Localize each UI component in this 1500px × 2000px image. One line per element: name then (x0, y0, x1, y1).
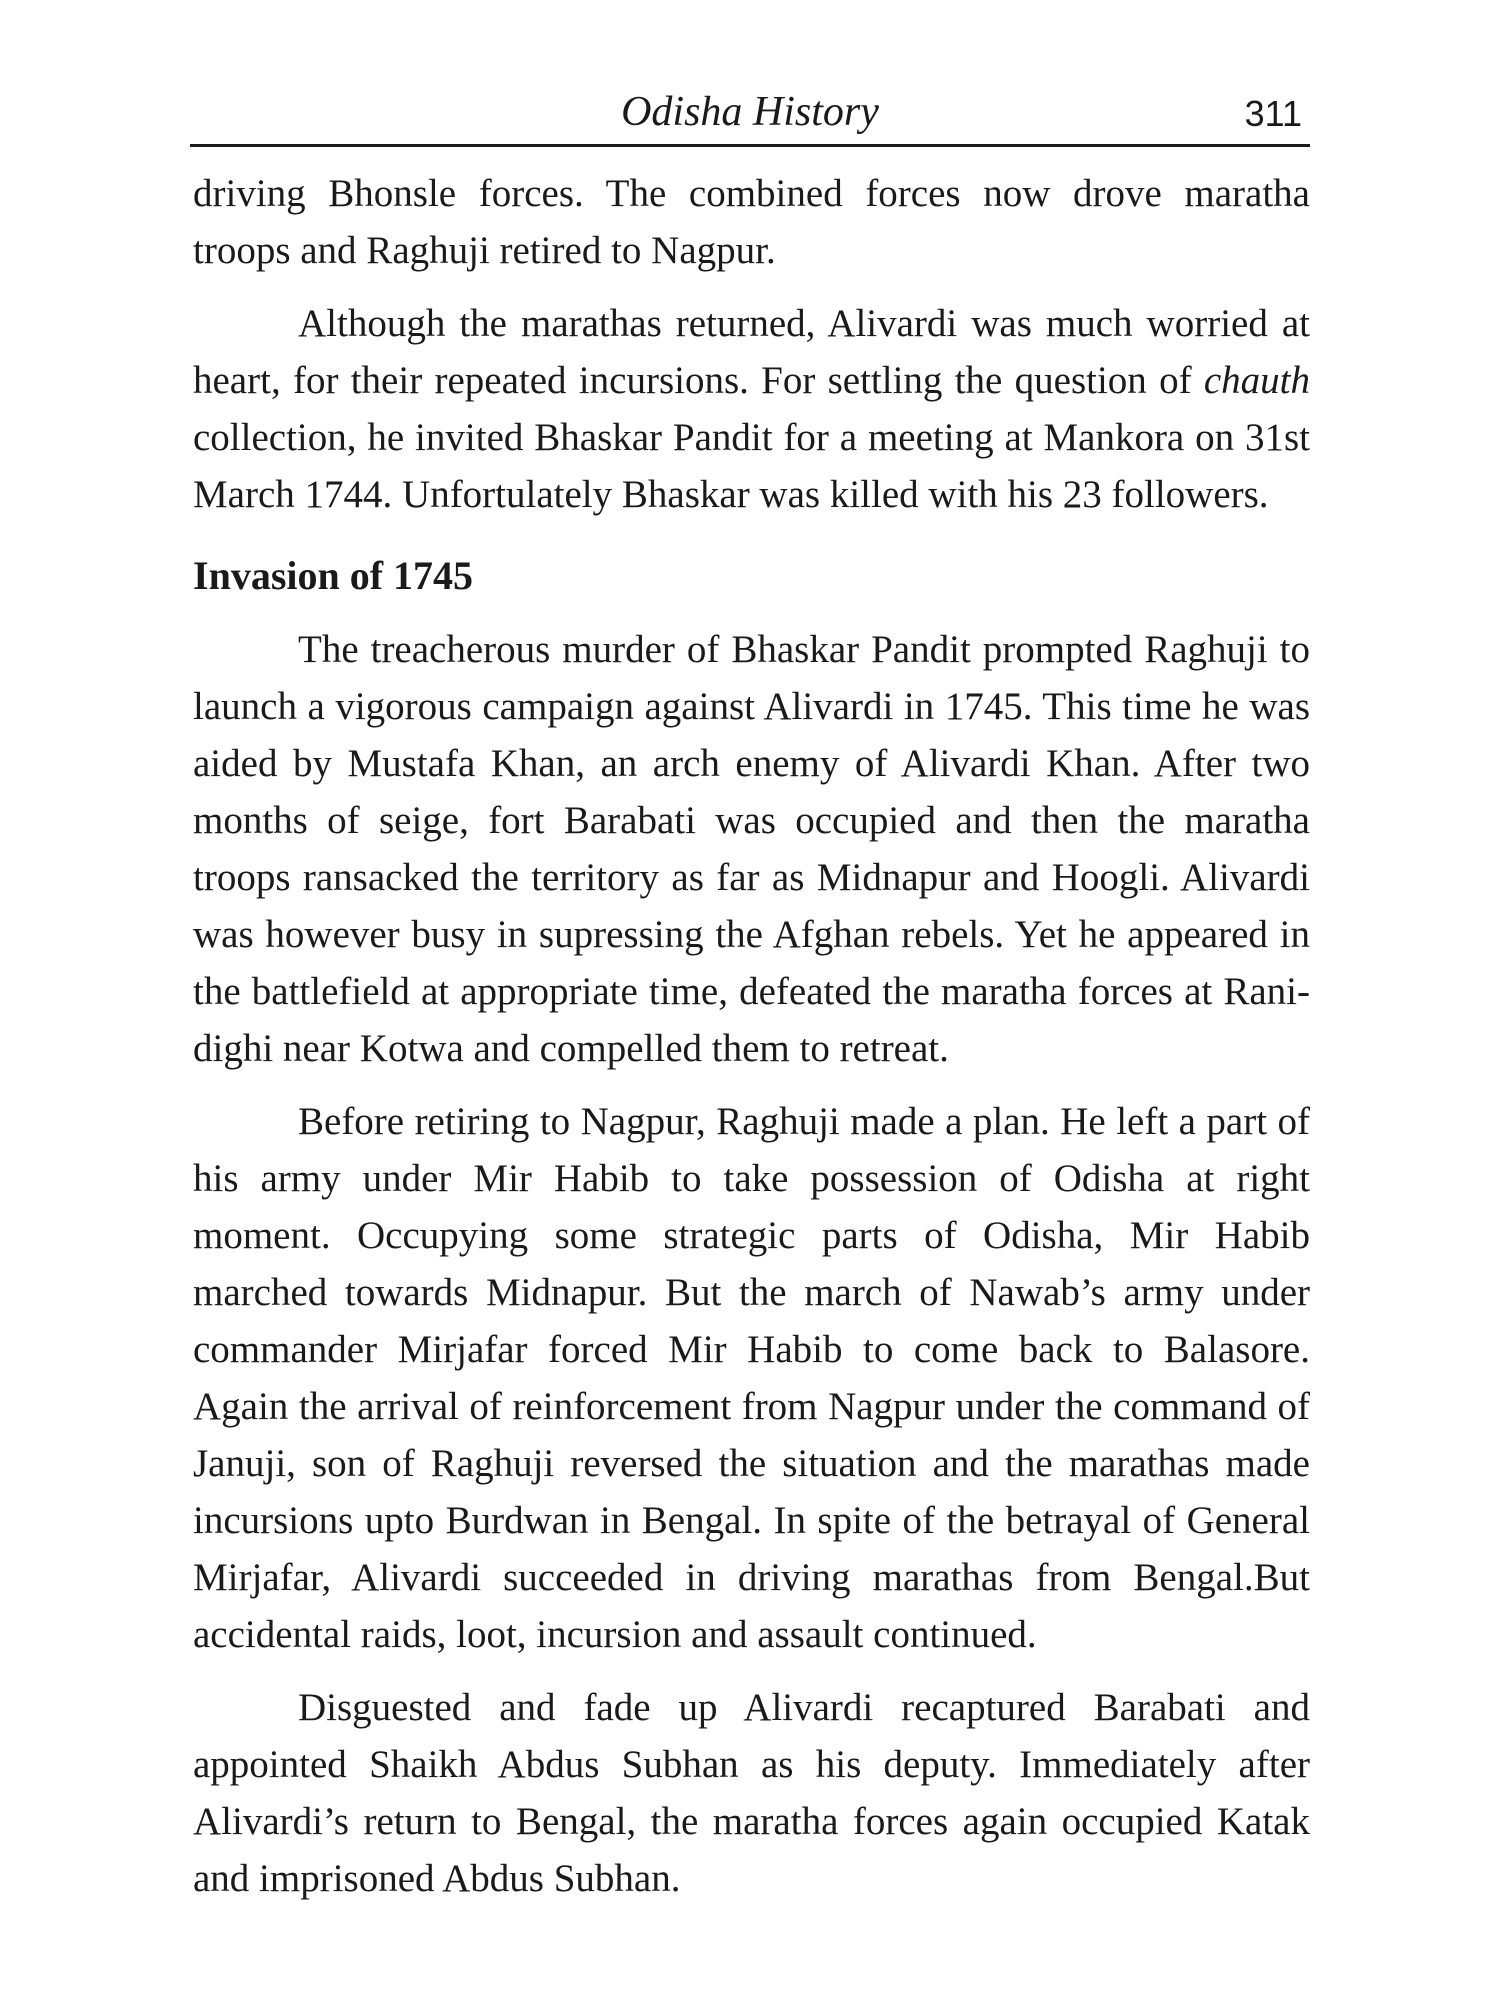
paragraph-mir-habib: Before retiring to Nagpur, Raghuji made a plan. He left a part of his army under Mir Habib to take possession of Odisha at right moment. Occupying some strategic parts of Odisha, Mir Habib marched towards Midnapur. But the march of Nawab’s army under commander Mirjafar forced Mir Habib to come back to Balasore. Again the arrival of reinforcement from Nagpur under the command of Januji, son of Raghuji reversed the situation and the marathas made incursions upto Burdwan in Bengal. In spite of the betrayal of General Mirjafar, Alivardi succeeded in driving marathas from Bengal.But accidental raids, loot, incursion and assault continued. (193, 1100, 1310, 1656)
paragraph-continuation: driving Bhonsle forces. The combined forces now drove maratha troops and Raghuji retired to Nagpur. (193, 172, 1310, 272)
paragraph-invasion: The treacherous murder of Bhaskar Pandit prompted Raghuji to launch a vigorous campaign against Alivardi in 1745. This time he was aided by Mustafa Khan, an arch enemy of Alivardi Khan. After two months of seige, fort Barabati was occupied and then the maratha troops ransacked the territory as far as Midnapur and Hoogli. Alivardi was however busy in supressing the Afghan rebels. Yet he appeared in the battlefield at appropriate time, defeated the maratha forces at Rani-dighi near Kotwa and compelled them to retreat. (193, 628, 1310, 1070)
page-number: 311 (1244, 93, 1302, 134)
paragraph-chauth-end: collection, he invited Bhaskar Pandit for a meeting at Mankora on 31st March 1744. Unfortulately Bhaskar was killed with his 23 followers. (193, 416, 1310, 516)
body-text (193, 165, 1310, 1907)
header-rule (190, 144, 1310, 147)
running-title: Odisha History (621, 89, 879, 135)
paragraph-chauth-start: Although the marathas returned, Alivardi was much worried at heart, for their repeated incursions. For settling the question of (193, 302, 1310, 402)
italic-term-chauth: chauth (1203, 359, 1310, 402)
running-header (190, 82, 1310, 148)
paragraph-barabati: Disguested and fade up Alivardi recaptured Barabati and appointed Shaikh Abdus Subhan as his deputy. Immediately after Alivardi’s return to Bengal, the maratha forces again occupied Katak and imprisoned Abdus Subhan. (193, 1686, 1310, 1900)
paragraph-chauth (193, 295, 1310, 523)
section-heading: Invasion of 1745 (193, 553, 474, 598)
